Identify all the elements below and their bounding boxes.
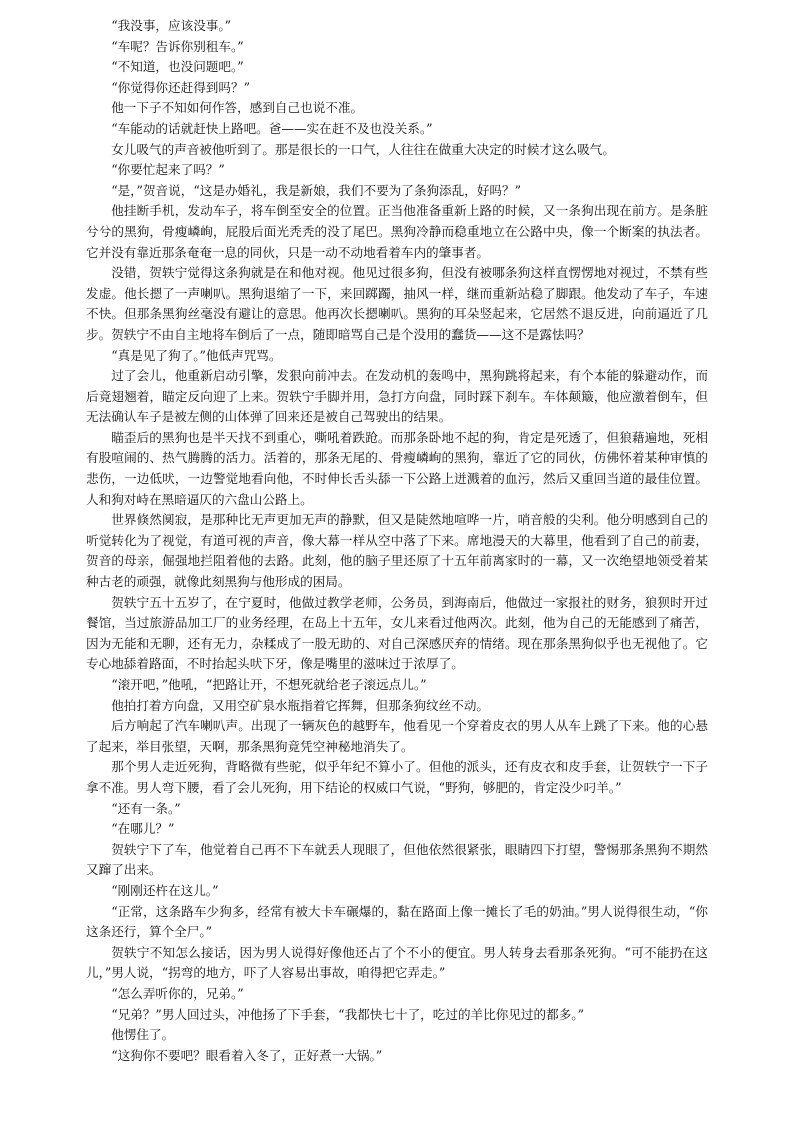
paragraph: 贺轶宁五十五岁了，在宁夏时，他做过教学老师，公务员，到海南后，他做过一家报社的财务，狼狈时开过餐馆，当过旅游品加工厂的业务经理，在岛上十五年，女儿来看过他两次。此刻，他为自己的无能感到了痛苦，因为无能和无聊，还有无力，杂糅成了一股无助的、对自己深感厌弃的情绪。现在那条黑狗似乎也无视他了。它专心地舔着路面，不时抬起头吠下牙，像是嘴里的滋味过于浓厚了。 xyxy=(86,594,708,672)
paragraph: 贺轶宁不知怎么接话，因为男人说得好像他还占了个不小的便宜。男人转身去看那条死狗。“可不能扔在这儿，”男人说，“拐弯的地方，吓了人容易出事故，咱得把它弄走。” xyxy=(86,944,708,981)
paragraph: 贺轶宁下了车，他觉着自己再不下车就丢人现眼了，但他依然很紧张，眼睛四下打望，警惕那条黑狗不期然又蹿了出来。 xyxy=(86,841,708,878)
paragraph: 世界倏然阒寂，是那种比无声更加无声的静默，但又是陡然地喧哗一片，哨音般的尖利。他分明感到自己的听觉转化为了视觉，有道可视的声音，像大幕一样从空中落了下来。席地漫天的大幕里，他看到了自己的前妻，贺音的母亲，倔强地拦阻着他的去路。此刻，他的脑子里还原了十五年前离家时的一幕，又一次绝望地领受着某种古老的顽强，就像此刻黑狗与他形成的困局。 xyxy=(86,512,708,590)
paragraph: 他一下子不知如何作答，感到自己也说不准。 xyxy=(111,100,364,116)
paragraph: “还有一条。” xyxy=(111,800,181,816)
paragraph: “在哪儿？” xyxy=(111,821,175,837)
paragraph: 他拍打着方向盘，又用空矿泉水瓶指着它挥舞，但那条狗纹丝不动。 xyxy=(111,697,489,713)
paragraph: “正常，这条路车少狗多，经常有被大卡车碾爆的，黏在路面上像一摊长了毛的奶油。”男人说得很生动，“你这条还行，算个全尸。” xyxy=(86,903,708,940)
paragraph: 后方响起了汽车喇叭声。出现了一辆灰色的越野车，他看见一个穿着皮衣的男人从车上跳了下来。他的心悬了起来，举目张望，天啊，那条黑狗竟凭空神秘地消失了。 xyxy=(86,718,708,754)
paragraph: 他愣住了。 xyxy=(111,1027,175,1043)
paragraph: “我没事，应该没事。” xyxy=(111,18,232,33)
paragraph: “兄弟？”男人回过头，冲他扬了下手套，“我都快七十了，吃过的羊比你见过的都多。” xyxy=(111,1006,585,1022)
paragraph: 女儿吸气的声音被他听到了。那是很长的一口气，人往往在做重大决定的时候才这么吸气。 xyxy=(111,141,615,157)
paragraph: “你觉得你还赶得到吗？” xyxy=(111,79,251,95)
paragraph: “怎么弄听你的，兄弟。” xyxy=(111,985,244,1001)
paragraph: 过了会儿，他重新启动引擎，发狠向前冲去。在发动机的轰鸣中，黑狗跳将起来，有个本能的躲避动作，而后竟翅翘着，瞄定反向迎了上来。贺轶宁手脚并用，急打方向盘，同时踩下刹车。车体颠簸，他应激着倒车，但无法确认车子是被左侧的山体弹了回来还是被自己驾驶出的结果。 xyxy=(86,368,708,425)
paragraph: 他挂断手机，发动车子，将车倒至安全的位置。正当他准备重新上路的时候，又一条狗出现在前方。是条脏兮兮的黑狗，骨瘦嶙峋，屁股后面光秃秃的没了尾巴。黑狗冷静而稳重地立在公路中央，像一个断案的执法者。它并没有靠近那条奄奄一息的同伙，只是一动不动地看着车内的肇事者。 xyxy=(86,203,708,260)
paragraph: “刚刚还杵在这儿。” xyxy=(111,882,219,898)
paragraph: 那个男人走近死狗，背略微有些驼，似乎年纪不算小了。但他的派头，还有皮衣和皮手套，让贺轶宁一下子拿不准。男人弯下腰，看了会儿死狗，用下结论的权威口气说，“野狗，够肥的，肯定没少叼羊。” xyxy=(86,759,708,795)
paragraph: 没错，贺轶宁觉得这条狗就是在和他对视。他见过很多狗，但没有被哪条狗这样直愣愣地对视过，不禁有些发虚。他长摁了一声喇叭。黑狗退缩了一下，来回踯躅，抽风一样，继而重新站稳了脚跟。他发动了车子，车速不快。但那条黑狗丝毫没有避让的意思。他再次长摁喇叭。黑狗的耳朵竖起来，它居然不退反进，向前逼近了几步。贺轶宁不由自主地将车倒后了一点，随即暗骂自己是个没用的蠢货——这不是露怯吗？ xyxy=(86,265,708,342)
paragraph: “是，”贺音说，“这是办婚礼，我是新娘，我们不要为了条狗添乱，好吗？” xyxy=(111,182,522,198)
paragraph: “不知道，也没问题吧。” xyxy=(111,59,244,75)
paragraph: “真是见了狗了。”他低声咒骂。 xyxy=(111,347,282,363)
paragraph: “车能动的话就赶快上路吧。爸——实在赶不及也没关系。” xyxy=(111,120,433,136)
paragraph: “这狗你不要吧？眼看着入冬了，正好煮一大锅。” xyxy=(111,1047,383,1063)
paragraph: “滚开吧，”他吼，“把路让开，不想死就给老子滚远点儿。” xyxy=(111,677,427,692)
paragraph: “车呢？告诉你别租车。” xyxy=(111,38,244,54)
paragraph: “你要忙起来了吗？” xyxy=(111,162,225,178)
paragraph: 瞄歪后的黑狗也是半天找不到重心，嘶吼着跌跄。而那条卧地不起的狗，肯定是死透了，但狼藉遍地，死相有股喧闹的、热气腾腾的活力。活着的，那条无尾的、骨瘦嶙峋的黑狗，靠近了它的同伙，仿佛怀着某种审慎的悲伤，一边低吠，一边警觉地看向他，不时伸长舌头舔一下公路上迸溅着的血污，然后又重回当道的最佳位置。人和狗对峙在黑暗逼仄的六盘山公路上。 xyxy=(86,429,708,507)
